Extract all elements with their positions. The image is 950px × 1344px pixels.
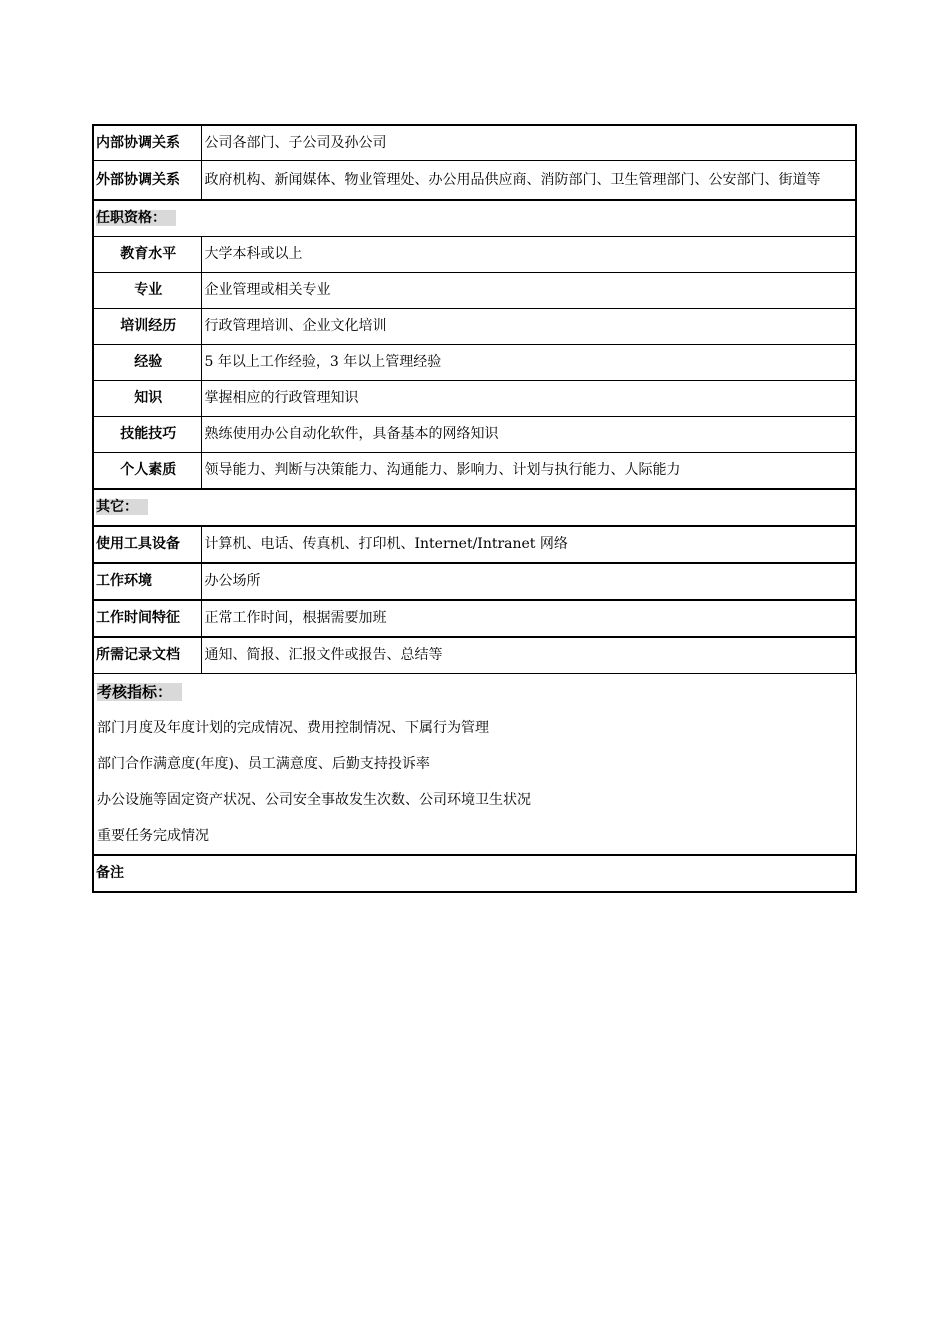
qualification-value: 行政管理培训、企业文化培训 (201, 308, 856, 344)
external-coordination-value: 政府机构、新闻媒体、物业管理处、办公用品供应商、消防部门、卫生管理部门、公安部门、街道等 (201, 160, 856, 200)
qualification-row (93, 272, 856, 308)
qualification-row (93, 308, 856, 344)
kpi-item: 部门合作满意度(年度)、员工满意度、后勤支持投诉率 (97, 755, 430, 772)
qualification-label: 教育水平 (93, 236, 201, 272)
qualification-value: 熟练使用办公自动化软件，具备基本的网络知识 (201, 416, 856, 452)
other-row (93, 563, 856, 600)
other-section-row (93, 489, 856, 526)
kpi-section-row (93, 673, 856, 855)
kpi-item: 重要任务完成情况 (97, 827, 209, 844)
other-section-title: 其它： (93, 489, 856, 526)
other-label: 工作环境 (93, 563, 201, 600)
qualification-row (93, 416, 856, 452)
qualification-row (93, 344, 856, 380)
job-description-table (92, 124, 857, 893)
other-value: 通知、简报、汇报文件或报告、总结等 (201, 637, 856, 674)
kpi-section-title: 考核指标： (94, 674, 856, 710)
qualifications-section-row (93, 200, 856, 237)
qualifications-section-title: 任职资格： (93, 200, 856, 237)
qualification-label: 个人素质 (93, 452, 201, 489)
other-value: 计算机、电话、传真机、打印机、Internet/Intranet 网络 (201, 526, 856, 563)
qualification-label: 技能技巧 (93, 416, 201, 452)
remark-label: 备注 (93, 855, 856, 892)
other-label: 所需记录文档 (93, 637, 201, 674)
qualification-row (93, 380, 856, 416)
other-row (93, 637, 856, 674)
kpi-item: 办公设施等固定资产状况、公司安全事故发生次数、公司环境卫生状况 (97, 791, 531, 808)
other-value: 正常工作时间，根据需要加班 (201, 600, 856, 637)
qualification-value: 大学本科或以上 (201, 236, 856, 272)
other-label: 工作时间特征 (93, 600, 201, 637)
qualification-value: 企业管理或相关专业 (201, 272, 856, 308)
qualification-row (93, 236, 856, 272)
qualification-value: 领导能力、判断与决策能力、沟通能力、影响力、计划与执行能力、人际能力 (201, 452, 856, 489)
qualification-label: 经验 (93, 344, 201, 380)
qualification-value: 5 年以上工作经验，3 年以上管理经验 (201, 344, 856, 380)
internal-coordination-value: 公司各部门、子公司及孙公司 (201, 125, 856, 160)
qualification-row (93, 452, 856, 489)
qualification-label: 专业 (93, 272, 201, 308)
internal-coordination-row (93, 125, 856, 160)
external-coordination-row (93, 160, 856, 200)
other-label: 使用工具设备 (93, 526, 201, 563)
qualification-value: 掌握相应的行政管理知识 (201, 380, 856, 416)
remark-row (93, 855, 856, 892)
external-coordination-label: 外部协调关系 (93, 160, 201, 200)
qualification-label: 培训经历 (93, 308, 201, 344)
kpi-item: 部门月度及年度计划的完成情况、费用控制情况、下属行为管理 (97, 719, 489, 736)
other-value: 办公场所 (201, 563, 856, 600)
qualification-label: 知识 (93, 380, 201, 416)
kpi-block (93, 673, 856, 855)
internal-coordination-label: 内部协调关系 (93, 125, 201, 160)
other-row (93, 600, 856, 637)
other-row (93, 526, 856, 563)
